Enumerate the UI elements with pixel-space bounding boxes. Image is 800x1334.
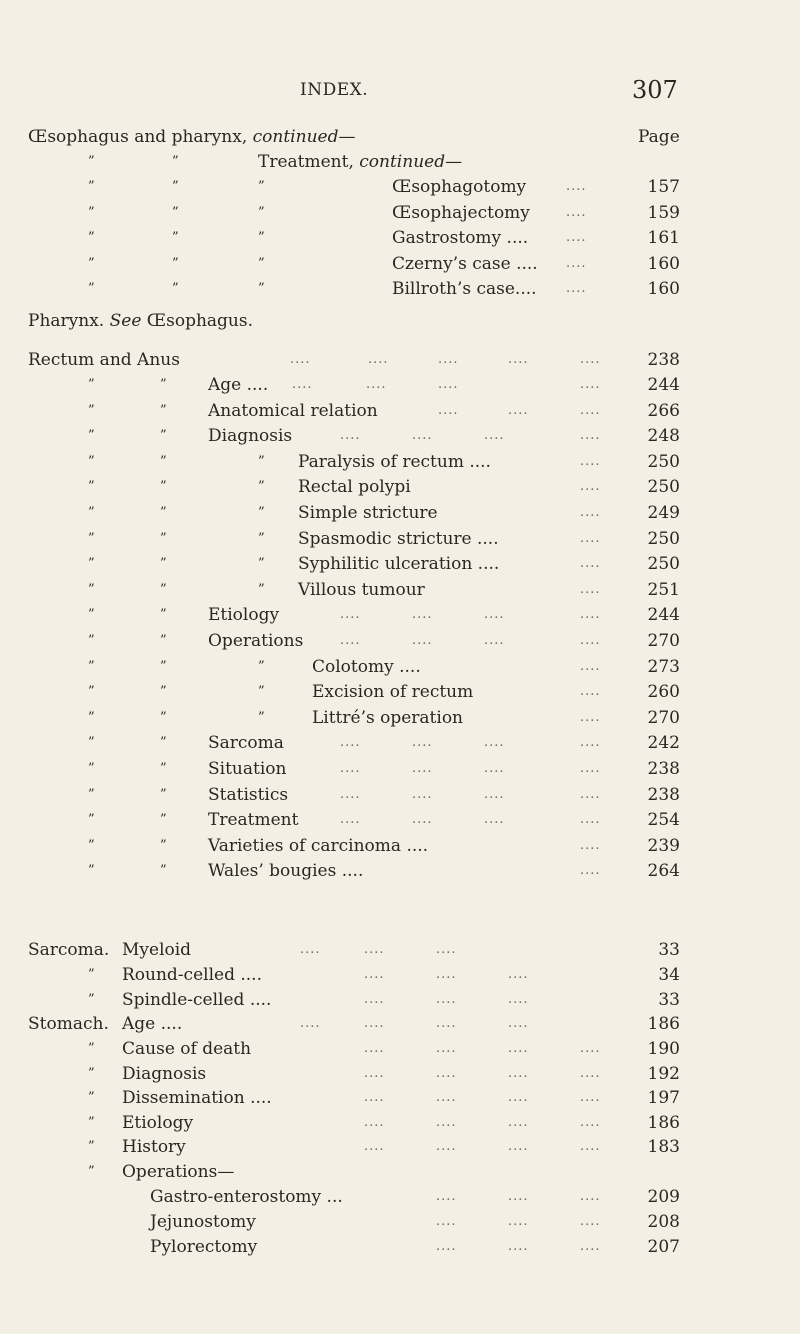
leader-dots: .... [566,281,587,296]
leader-dots: .... [580,786,601,802]
ditto-mark: ” [88,837,95,853]
page-ref: 238 [647,784,680,805]
leader-dots: .... [508,1139,529,1155]
index-entry: Varieties of carcinoma .... [208,835,429,856]
index-entry: Littré’s operation [312,707,463,728]
leader-dots: .... [340,786,361,802]
index-line [0,126,800,148]
index-entry: Gastro-enterostomy ... [150,1187,343,1207]
leader-dots: .... [436,1189,457,1204]
ditto-mark: ” [88,633,95,648]
leader-dots: .... [436,967,457,982]
ditto-mark: ” [160,453,167,469]
ditto-mark: ” [88,204,95,220]
leader-dots: .... [438,402,459,418]
leader-dots: .... [412,735,433,751]
page-ref: 250 [647,477,680,498]
leader-dots: .... [580,581,601,597]
leader-dots: .... [364,1090,385,1106]
leader-dots: .... [580,735,601,751]
index-line [0,1063,800,1085]
leader-dots: .... [580,658,601,674]
index-line [0,1211,800,1233]
page-ref: 250 [647,451,680,472]
page-ref: 186 [647,1014,680,1034]
leader-dots: .... [436,1114,457,1130]
leader-dots: .... [364,1041,385,1056]
leader-dots: .... [484,428,505,444]
index-line [0,1161,800,1183]
leader-dots: .... [364,992,385,1007]
page-ref: 238 [647,759,680,779]
ditto-mark: ” [160,505,167,520]
page-ref: 244 [647,605,680,626]
index-line [0,579,800,601]
page-ref: 33 [658,990,680,1010]
index-line [0,964,800,986]
ditto-mark: ” [88,530,95,546]
page-header [0,76,800,116]
ditto-mark: ” [160,684,167,700]
ditto-mark: ” [160,633,167,648]
index-entry: Excision of rectum [312,682,474,703]
ditto-mark: ” [88,556,95,572]
index-line [0,1112,800,1134]
leader-dots: .... [580,607,601,623]
ditto-mark: ” [258,453,265,469]
page-ref: 161 [647,228,680,248]
index-entry: Syphilitic ulceration .... [298,554,500,575]
index-line [0,732,800,754]
ditto-mark: ” [88,402,95,418]
page-ref: 250 [647,528,680,549]
leader-dots: .... [436,992,457,1007]
leader-dots: .... [340,607,361,623]
page-ref: 239 [647,835,680,856]
index-entry: Operations— [122,1162,235,1182]
page-ref: 34 [658,965,680,985]
ditto-mark: ” [88,505,95,520]
page-ref: 248 [647,426,680,447]
leader-dots: .... [436,1041,457,1056]
leader-dots: .... [508,402,529,418]
ditto-mark: ” [88,281,95,296]
index-entry: Situation [208,759,287,779]
leader-dots: .... [436,1090,457,1106]
leader-dots: .... [340,761,361,776]
index-subheading: Treatment, continued— [258,152,463,172]
leader-dots: .... [412,633,433,648]
leader-dots: .... [508,967,529,982]
index-line [0,374,800,396]
leader-dots: .... [580,530,601,546]
leader-dots: .... [412,607,433,623]
index-entry: Simple stricture [298,503,438,523]
page-ref: 190 [647,1039,680,1059]
page-ref: 249 [647,503,680,523]
leader-dots: .... [580,812,601,828]
ditto-mark: ” [88,1041,95,1056]
page-ref: 192 [647,1063,680,1084]
index-entry: Sarcoma [208,733,284,754]
leader-dots: .... [566,255,587,271]
ditto-mark: ” [88,658,95,674]
index-line [0,1136,800,1158]
ditto-mark: ” [88,761,95,776]
index-entry: Age .... [122,1014,183,1034]
page-ref: 244 [647,375,680,395]
ditto-mark: ” [258,709,265,725]
ditto-mark: ” [88,255,95,271]
ditto-mark: ” [88,428,95,444]
leader-dots: .... [580,1239,601,1254]
index-line [0,1038,800,1060]
leader-dots: .... [436,1139,457,1155]
ditto-mark: ” [172,255,179,271]
page-ref: 270 [647,707,680,728]
ditto-mark: ” [160,761,167,776]
page-ref: 208 [647,1212,680,1232]
leader-dots: .... [364,1139,385,1155]
index-line [0,476,800,498]
index-entry: Œsophajectomy [392,202,530,223]
ditto-mark: ” [88,1114,95,1130]
page-ref: 260 [647,682,680,703]
leader-dots: .... [566,179,587,194]
page-ref: 238 [647,350,680,370]
leader-dots: .... [580,1114,601,1130]
index-line [0,553,800,575]
ditto-mark: ” [88,812,95,828]
index-line [0,681,800,703]
page-ref: 186 [647,1112,680,1133]
index-entry: Etiology [208,605,280,626]
leader-dots: .... [364,967,385,982]
page-ref: 207 [647,1237,680,1257]
leader-dots: .... [508,1041,529,1056]
index-line: Stomach. Age .... .... .... .... .... 186 [28,1014,680,1034]
ditto-mark: ” [160,863,167,879]
index-line [0,400,800,422]
ditto-mark: ” [88,709,95,725]
leader-dots: .... [580,709,601,725]
index-entry: Jejunostomy [150,1212,256,1232]
page-number: 307 [632,76,678,104]
index-entry: Operations [208,631,304,651]
leader-dots: .... [580,1189,601,1204]
leader-dots: .... [508,992,529,1007]
leader-dots: .... [580,1065,601,1081]
ditto-mark: ” [160,479,167,495]
index-line [0,253,800,275]
index-entry: Cause of death [122,1039,252,1059]
leader-dots: .... [580,684,601,700]
index-line: Sarcoma. Myeloid .... .... .... 33 [28,940,680,960]
leader-dots: .... [412,761,433,776]
page-ref: 183 [647,1137,680,1158]
index-line [0,310,800,332]
ditto-mark: ” [88,786,95,802]
page-ref: 270 [647,631,680,651]
leader-dots: .... [412,428,433,444]
ditto-mark: ” [258,204,265,220]
leader-dots: .... [580,633,601,648]
index-entry: Spasmodic stricture .... [298,528,499,549]
leader-dots: .... [580,402,601,418]
index-line [0,1236,800,1258]
ditto-mark: ” [258,255,265,271]
leader-dots: .... [412,812,433,828]
index-line [0,656,800,678]
index-entry: Paralysis of rectum .... [298,451,491,472]
ditto-mark: ” [258,505,265,520]
ditto-mark: ” [160,786,167,802]
leader-dots: .... [580,1090,601,1106]
index-line [0,202,800,224]
leader-dots: .... [364,1065,385,1081]
index-line [0,451,800,473]
index-line: ” ” Treatment, continued— [88,152,463,172]
ditto-mark: ” [258,281,265,296]
leader-dots: .... [580,453,601,469]
ditto-mark: ” [88,479,95,495]
index-heading: Pharynx. See Œsophagus. [28,311,254,331]
ditto-mark: ” [160,556,167,572]
page-ref: 264 [647,861,680,882]
index-entry: Villous tumour [298,579,425,600]
ditto-mark: ” [160,377,167,392]
page-ref: 251 [647,579,680,600]
index-line: Rectum and Anus .... .... .... .... .... 238 [28,350,680,370]
leader-dots: .... [438,377,459,392]
ditto-mark: ” [172,230,179,245]
ditto-mark: ” [172,204,179,220]
page-ref: 242 [647,733,680,754]
leader-dots: .... [484,786,505,802]
ditto-mark: ” [88,1139,95,1155]
ditto-mark: ” [88,992,95,1007]
ditto-mark: ” [160,812,167,828]
index-heading: Sarcoma. [28,940,110,960]
index-line [0,1186,800,1208]
leader-dots: .... [484,761,505,776]
index-heading: Rectum and Anus [28,350,180,370]
ditto-mark: ” [258,179,265,194]
index-entry: Billroth’s case.... [392,279,537,299]
index-entry: Rectal polypi [298,477,411,498]
ditto-mark: ” [88,684,95,700]
leader-dots: .... [508,1090,529,1106]
leader-dots: .... [580,761,601,776]
leader-dots: .... [580,1214,601,1229]
page-ref: 250 [647,554,680,575]
leader-dots: .... [566,230,587,245]
ditto-mark: ” [88,863,95,879]
leader-dots: .... [436,1239,457,1254]
index-line [0,860,800,882]
leader-dots: .... [412,786,433,802]
running-title: INDEX. [300,80,369,100]
ditto-mark: ” [88,1090,95,1106]
leader-dots: .... [340,812,361,828]
ditto-mark: ” [160,428,167,444]
page-ref: 160 [647,279,680,299]
index-entry: Age .... [208,375,269,395]
leader-dots: .... [366,377,387,392]
index-line [0,989,800,1011]
index-entry: Diagnosis [122,1063,207,1084]
ditto-mark: ” [258,684,265,700]
index-line [0,528,800,550]
index-heading: Œsophagus and pharynx, continued— [28,127,356,147]
ditto-mark: ” [160,530,167,546]
page-ref: 33 [658,940,680,960]
page-ref: 157 [647,177,680,197]
index-entry: Colotomy .... [312,656,421,677]
index-line [0,835,800,857]
leader-dots: .... [340,735,361,751]
leader-dots: .... [580,377,601,392]
ditto-mark: ” [160,709,167,725]
leader-dots: .... [292,377,313,392]
ditto-mark: ” [160,837,167,853]
index-line [0,278,800,300]
ditto-mark: ” [160,607,167,623]
leader-dots: .... [508,1189,529,1204]
leader-dots: .... [436,1214,457,1229]
index-entry: History [122,1137,186,1158]
ditto-mark: ” [88,735,95,751]
page-column-label: Page [638,127,680,147]
index-entry: Treatment [208,810,299,831]
ditto-mark: ” [88,377,95,392]
leader-dots: .... [340,633,361,648]
leader-dots: .... [508,1214,529,1229]
ditto-mark: ” [88,581,95,597]
page-ref: 209 [647,1187,680,1207]
index-line [0,604,800,626]
index-line [0,425,800,447]
index-line [0,176,800,198]
ditto-mark: ” [258,556,265,572]
ditto-mark: ” [160,581,167,597]
leader-dots: .... [580,863,601,879]
index-line [0,707,800,729]
leader-dots: .... [436,1065,457,1081]
index-entry: Gastrostomy .... [392,228,529,248]
index-line [0,227,800,249]
ditto-mark: ” [88,607,95,623]
leader-dots: .... [484,812,505,828]
index-entry: Etiology [122,1112,194,1133]
ditto-mark: ” [88,1164,95,1179]
index-entry: Pylorectomy [150,1237,258,1257]
ditto-mark: ” [172,281,179,296]
leader-dots: .... [580,428,601,444]
page-ref: 273 [647,656,680,677]
index-entry: Statistics [208,784,289,805]
page-ref: 160 [647,253,680,274]
ditto-mark: ” [258,479,265,495]
ditto-mark: ” [258,658,265,674]
leader-dots: .... [508,1065,529,1081]
ditto-mark: ” [258,530,265,546]
index-heading: Stomach. [28,1014,109,1034]
leader-dots: .... [580,479,601,495]
ditto-mark: ” [88,179,95,194]
leader-dots: .... [580,837,601,853]
index-entry: Myeloid [122,940,192,960]
leader-dots: .... [580,1139,601,1155]
index-line [0,630,800,652]
index-entry: Anatomical relation [208,400,378,421]
page-ref: 159 [647,202,680,223]
ditto-mark: ” [172,179,179,194]
ditto-mark: ” [160,658,167,674]
leader-dots: .... [580,556,601,572]
leader-dots: .... [580,505,601,520]
leader-dots: .... [484,633,505,648]
index-line [0,1087,800,1109]
ditto-mark: ” [88,230,95,245]
index-entry: Wales’ bougies .... [208,861,364,882]
index-line [0,809,800,831]
page-ref: 254 [647,810,680,831]
index-entry: Diagnosis [208,426,293,447]
leader-dots: .... [580,1041,601,1056]
index-entry: Czerny’s case .... [392,253,538,274]
index-line [0,784,800,806]
page-ref: 197 [647,1088,680,1109]
leader-dots: .... [508,1114,529,1130]
ditto-mark: ” [88,1065,95,1081]
page-ref: 266 [647,400,680,421]
ditto-mark: ” [160,402,167,418]
ditto-mark: ” [88,453,95,469]
leader-dots: .... [484,607,505,623]
ditto-mark: ” [258,230,265,245]
index-line [0,758,800,780]
ditto-mark: ” [258,581,265,597]
ditto-mark: ” [160,735,167,751]
leader-dots: .... [566,204,587,220]
index-line [0,502,800,524]
leader-dots: .... [340,428,361,444]
leader-dots: .... [484,735,505,751]
leader-dots: .... [364,1114,385,1130]
index-entry: Dissemination .... [122,1088,272,1109]
leader-dots: .... [508,1239,529,1254]
ditto-mark: ” [88,967,95,982]
index-entry: Spindle-celled .... [122,990,272,1010]
index-entry: Round-celled .... [122,965,262,985]
index-entry: Œsophagotomy [392,177,527,197]
